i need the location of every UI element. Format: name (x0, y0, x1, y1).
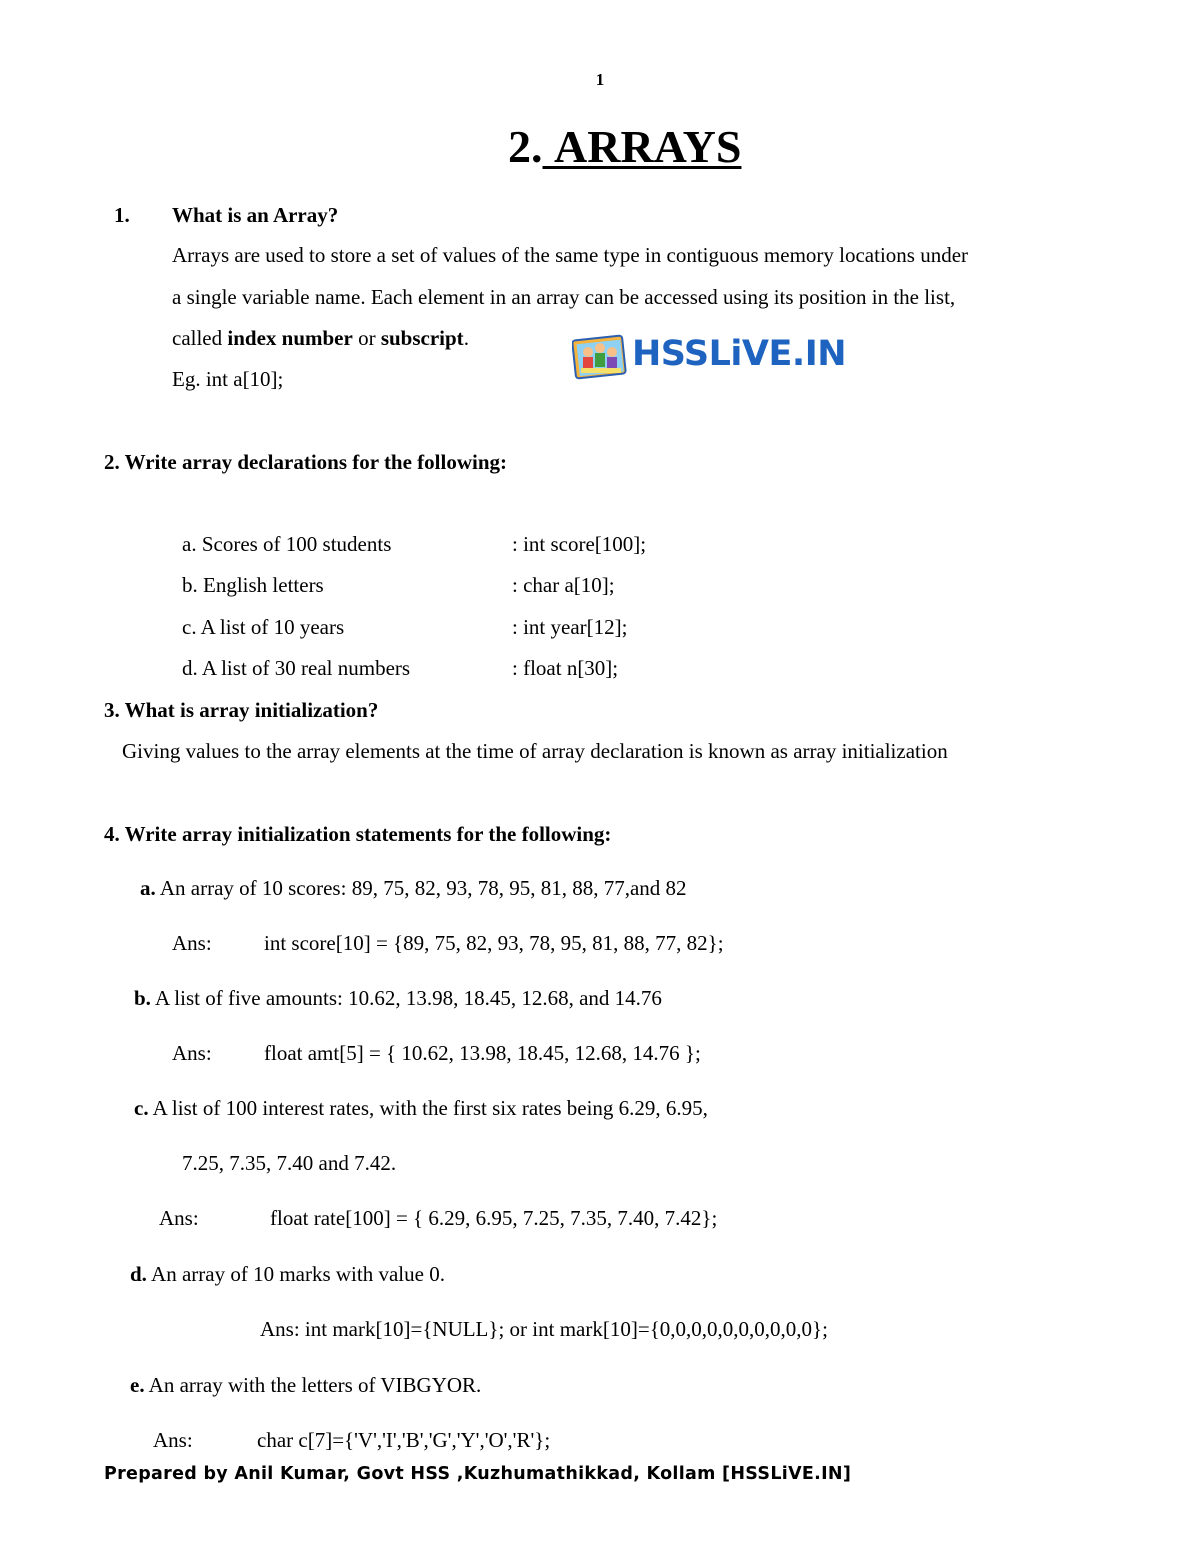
hsslive-logo (572, 330, 847, 382)
q4-c: c. A list of 100 interest rates, with the first six rates being 6.29, 6.95, (134, 1096, 708, 1120)
q2-item-b-answer: : char a[10]; (512, 573, 615, 597)
kids-logo-icon (572, 330, 628, 380)
q4-d: d. An array of 10 marks with value 0. (130, 1262, 445, 1286)
q1-answer-line-1: Arrays are used to store a set of values of the same type in contiguous memory locations under (172, 243, 969, 267)
title-text: ARRAYS (554, 121, 742, 172)
q4-e-answer: char c[7]={'V','I','B','G','Y','O','R'}; (257, 1428, 551, 1452)
q4-e: e. An array with the letters of VIBGYOR. (130, 1373, 482, 1397)
q4-c-answer: float rate[100] = { 6.29, 6.95, 7.25, 7.35, 7.40, 7.42}; (270, 1206, 718, 1230)
q4-a-answer: int score[10] = {89, 75, 82, 93, 78, 95, 81, 88, 77, 82}; (264, 931, 724, 955)
title-number: 2. (508, 121, 543, 172)
q2-item-c-answer: : int year[12]; (512, 615, 628, 639)
footer: Prepared by Anil Kumar, Govt HSS ,Kuzhumathikkad, Kollam [HSSLiVE.IN] (104, 1464, 852, 1484)
q2-item-c-label: c. A list of 10 years (182, 615, 345, 639)
q4-b-answer: float amt[5] = { 10.62, 13.98, 18.45, 12.68, 14.76 }; (264, 1041, 701, 1065)
page-number: 1 (595, 70, 605, 89)
q4-question: 4. Write array initialization statements for the following: (104, 822, 612, 846)
q2-item-a-label: a. Scores of 100 students (182, 532, 392, 556)
q1-answer-line-3: called index number or subscript. (172, 326, 469, 350)
q2-item-a-answer: : int score[100]; (512, 532, 647, 556)
q3-question: 3. What is array initialization? (104, 698, 379, 722)
q2-question: 2. Write array declarations for the following: (104, 450, 508, 474)
q4-a-ans-label: Ans: (172, 931, 212, 955)
q1-question: What is an Array? (172, 203, 339, 227)
q4-d-answer: Ans: int mark[10]={NULL}; or int mark[10]={0,0,0,0,0,0,0,0,0,0}; (260, 1317, 828, 1341)
q2-item-d-answer: : float n[30]; (512, 656, 619, 680)
q1-answer-line-2: a single variable name. Each element in an array can be accessed using its position in the list, (172, 285, 956, 309)
q3-answer: Giving values to the array elements at the time of array declaration is known as array initialization (122, 739, 948, 763)
q4-c-ans-label: Ans: (159, 1206, 199, 1230)
logo-text: HSSLiVE.IN (632, 334, 847, 374)
q4-c-line-2: 7.25, 7.35, 7.40 and 7.42. (182, 1151, 397, 1175)
page-title (508, 120, 741, 174)
q2-item-d-label: d. A list of 30 real numbers (182, 656, 411, 680)
q4-e-ans-label: Ans: (153, 1428, 193, 1452)
q1-example: Eg. int a[10]; (172, 367, 284, 391)
q4-b-ans-label: Ans: (172, 1041, 212, 1065)
q4-a: a. An array of 10 scores: 89, 75, 82, 93, 78, 95, 81, 88, 77,and 82 (140, 876, 687, 900)
q4-b: b. A list of five amounts: 10.62, 13.98, 18.45, 12.68, and 14.76 (134, 986, 662, 1010)
q1-number: 1. (114, 203, 130, 227)
q2-item-b-label: b. English letters (182, 573, 324, 597)
